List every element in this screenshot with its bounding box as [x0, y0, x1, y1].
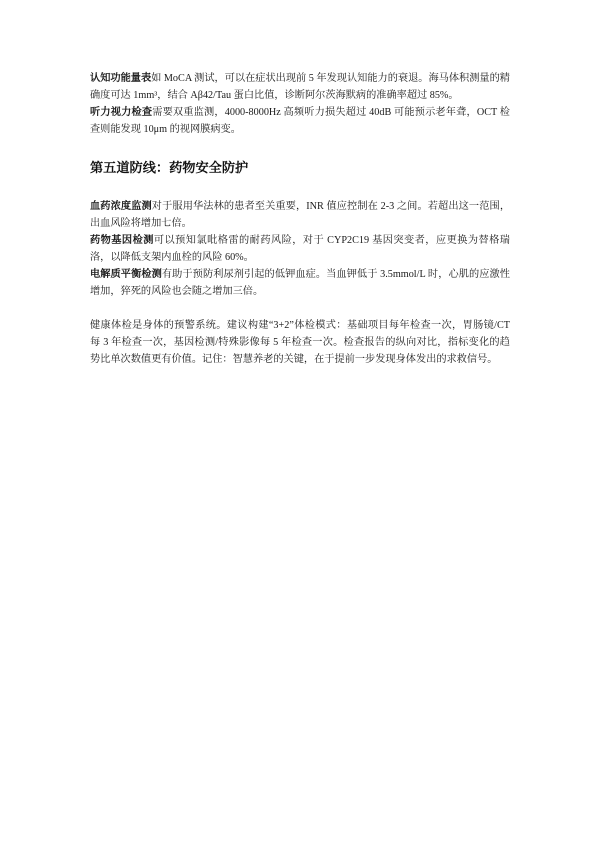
paragraph-pharmacogenetic-test — [90, 232, 510, 266]
paragraph-electrolyte-test — [90, 266, 510, 300]
term-hearing-vision: 听力视力检查 — [90, 107, 153, 118]
term-blood-drug-level: 血药浓度监测 — [90, 201, 152, 212]
term-electrolyte-test: 电解质平衡检测 — [90, 269, 162, 280]
text-cognitive-scale: 如 MoCA 测试，可以在症状出现前 5 年发现认知能力的衰退。海马体积测量的精确度可达 1mm³，结合 Aβ42/Tau 蛋白比值，诊断阿尔茨海默病的准确率超过 85%。 — [90, 73, 510, 101]
text-pharmacogenetic-test: 可以预知氯吡格雷的耐药风险，对于 CYP2C19 基因突变者，应更换为替格瑞洛，以降低支架内血栓的风险 60%。 — [90, 235, 510, 263]
term-pharmacogenetic-test: 药物基因检测 — [90, 235, 154, 246]
document-page — [90, 70, 510, 368]
text-hearing-vision: 需要双重监测，4000-8000Hz 高频听力损失超过 40dB 可能预示老年聋，OCT 检查则能发现 10μm 的视网膜病变。 — [90, 107, 510, 135]
section-heading-drug-safety: 第五道防线：药物安全防护 — [90, 161, 249, 176]
paragraph-blood-drug-level — [90, 198, 510, 232]
paragraph-hearing-vision — [90, 104, 510, 138]
term-cognitive-scale: 认知功能量表 — [90, 73, 152, 84]
paragraph-cognitive-scale — [90, 70, 510, 104]
text-electrolyte-test: 有助于预防利尿剂引起的低钾血症。当血钾低于 3.5mmol/L 时，心肌的应激性增加，猝死的风险也会随之增加三倍。 — [90, 269, 510, 297]
paragraph-conclusion: 健康体检是身体的预警系统。建议构建“3+2”体检模式：基础项目每年检查一次，胃肠镜/CT 每 3 年检查一次，基因检测/特殊影像每 5 年检查一次。检查报告的纵向对比，指标变化的趋势比单次数值更有价值。记住：智慧养老的关键，在于提前一步发现身体发出的求救信号。 — [90, 320, 510, 365]
paragraph-spacer — [90, 300, 510, 317]
text-blood-drug-level: 对于服用华法林的患者至关重要，INR 值应控制在 2-3 之间。若超出这一范围，出血风险将增加七倍。 — [90, 201, 511, 229]
